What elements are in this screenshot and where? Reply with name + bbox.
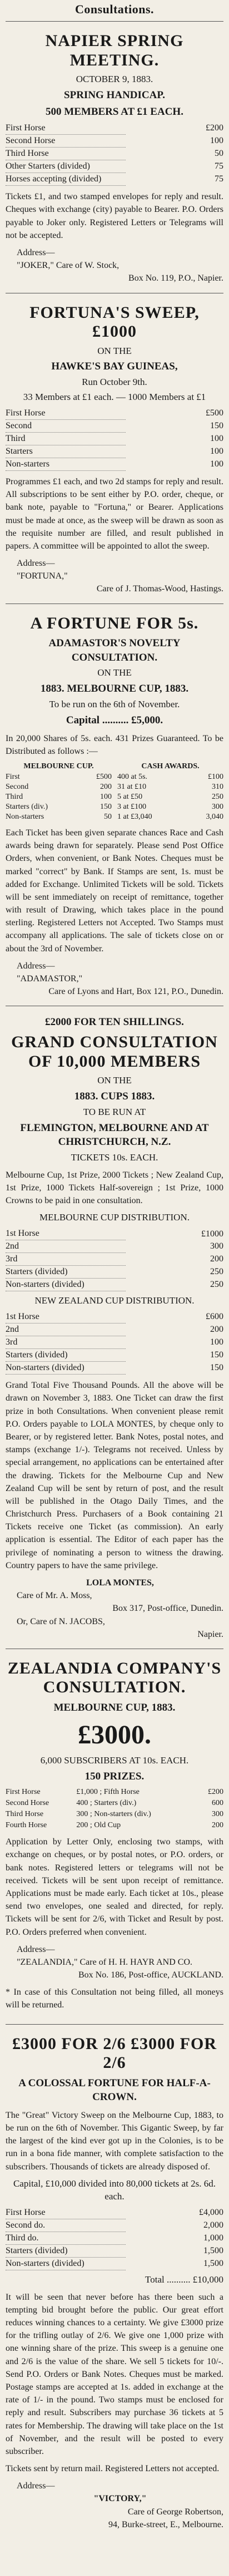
prize-row: Second Horse 400 ; Starters (div.) 600 [6,1799,223,1808]
prize-row: Starters (divided) 1,500 [6,2244,223,2257]
advertisement-zealandia [6,1649,223,2024]
ad-race: SPRING HANDICAP. [64,89,165,101]
ad-body: Tickets sent by return mail. Registered Letters not accepted. [6,2464,220,2474]
prize-row: 2nd 300 [6,1240,223,1253]
ad-venue: FLEMINGTON, MELBOURNE AND AT CHRISTCHURCH, N.Z. [20,1122,209,1148]
prize-row: First Horse £500 [6,407,223,420]
prize-row: Second 200 [6,782,112,791]
ad-members: 500 MEMBERS AT £1 EACH. [46,105,183,118]
prize-row: Second Horse 100 [6,135,223,148]
ad-subtitle: A COLOSSAL FORTUNE FOR HALF-A-CROWN. [18,2077,211,2103]
ad-on-the: ON THE [97,345,132,356]
prize-row: Non-starters (divided) 150 [6,1362,223,1375]
prize-row: 400 at 5s. £100 [117,772,223,781]
ad-members: In 20,000 Shares of 5s. each. 431 Prizes Guaranteed. To be Distributed as follows :— [6,733,223,756]
ad-date: Run October 9th. [82,377,147,388]
ad-race: HAWKE'S BAY GUINEAS, [51,361,178,373]
ad-section-title: NEW ZEALAND CUP DISTRIBUTION. [34,1295,195,1306]
prize-table [6,2207,223,2270]
ad-address: Address— "VICTORY," Care of George Robertson, 94, Burke-street, E., Melbourne. [17,2481,223,2529]
prize-row: Non-starters (divided) 1,500 [6,2257,223,2270]
ad-body: Grand Total Five Thousand Pounds. All the above will be drawn on November 3, 1883. One Ticket can draw the first prize in both Consultations. When convenient please remit P.O. Orders payable to LOLA MONTES, by cheque only to Bearer, or by registered letter. Bank Notes, postal notes, and stamps (exchange 1/-). Telegrams not received. Unless by special arrangement, no applications can be entertained after the drawing. Tickets for the Melbourne Cup and New Zealand Cup will be sent by return of post, and the result will be published in the Otago Daily Times, and the Christchurch Press. Purchasers of a Book containing 21 Tickets receive one Ticket (as commission). An early application is essential. The Editor of each paper has the privilege of nominating a person to witness the drawing. Country papers to have the same privilege. [6,1381,223,1570]
prize-row: Third Horse 300 ; Non-starters (div.) 300 [6,1810,223,1819]
ad-body: Tickets £1, and two stamped envelopes for reply and result. Cheques with exchange (city) payable to Bearer. P.O. Orders payable to Joker only. Registered Letters or Telegrams will not be accepted. [6,192,223,240]
ad-title: ZEALANDIA COMPANY'S CONSULTATION. [7,1659,222,1697]
prize-row: Third Horse 50 [6,148,223,160]
prize-table [6,1311,223,1375]
ad-title: £3000 FOR 2/6 £3000 FOR 2/6 [12,2034,217,2072]
newspaper-column [0,2,229,2576]
ad-headline: £2000 FOR TEN SHILLINGS. [45,1016,184,1028]
prize-row: First Horse £1,000 ; Fifth Horse £200 [6,1788,223,1797]
prize-table [6,1228,223,1291]
prize-row: Third do. 1,000 [6,2232,223,2244]
prize-row: 3rd 100 [6,1336,223,1349]
ad-to-be-run: TO BE RUN AT [83,1106,146,1117]
ad-body: Each Ticket has been given separate chances Race and Cash awards being drawn for separately. Please send Post Office Orders, when convenient, or Bank Notes. Cheques must be marked "correct" by Bank. If Stamps are sent, 1s. must be added for Exchange. Unlimited Tickets will be sold. Tickets will be sent immediately on receipt of remittance, together with result of Drawing, which takes place in the pound sterling. Registered Letters not Accepted. Two Stamps must accompany all applications. The sale of tickets close on or about the 3rd of November. [6,828,223,954]
ad-amount: £3000. [78,1720,151,1750]
prize-row: Third 100 [6,792,112,801]
ad-note: * In case of this Consultation not being filled, all moneys will be returned. [6,1987,223,2010]
prize-row: 2nd 200 [6,1324,223,1336]
prize-column-cup: MELBOURNE CUP. First £500 Second 200 Third 100 Starters (div.) 150 Non-starters 50 [6,762,112,821]
prize-row: Horses accepting (divided) 75 [6,173,223,186]
ad-capital: Capital, £10,000 divided into 80,000 tickets at 2s. 6d. each. [13,2178,216,2202]
prize-row: Fourth Horse 200 ; Old Cup 200 [6,1821,223,1830]
ad-subtitle: ADAMASTOR'S NOVELTY CONSULTATION. [48,637,181,663]
ad-title: A FORTUNE FOR 5s. [30,613,199,632]
prize-column-cash: CASH AWARDS. 400 at 5s. £100 31 at £10 310 5 at £50 250 3 at £100 300 1 at £3,040 3,040 [117,762,223,821]
prize-columns [6,762,223,822]
prize-row: Second do. 2,000 [6,2219,223,2232]
prize-row: Non-starters 100 [6,458,223,470]
ad-tickets: TICKETS 10s. EACH. [71,1152,158,1163]
advertisement-grand-consultation [6,1006,223,1649]
ad-address: Address— "ZEALANDIA," Care of H. H. HAYR AND CO. Box No. 186, Post-office, AUCKLAND. [17,1944,223,1980]
ad-capital: Capital .......... £5,000. [66,714,163,726]
prize-row: Non-starters 50 [6,812,112,821]
ad-body: Programmes £1 each, and two 2d stamps for reply and result. All subscriptions to be sent either by P.O. order, cheque, or bank note, payable to "Fortuna," or Bearer. Applications must be made at once, as the sweep will be drawn as soon as the requisite number are filled, and result published in papers. A committee will be appointed to allot the sweep. [6,476,223,551]
prize-table [6,1787,223,1831]
ad-total: Total .......... £10,000 [145,2274,223,2285]
ad-prize-count: 150 PRIZES. [84,1770,145,1782]
ad-body: Melbourne Cup, 1st Prize, 2000 Tickets ; New Zealand Cup, 1st Prize, 1000 Tickets Half-sovereign ; 1st Prize, 1000 Crowns to be paid in one consultation. [6,1170,223,1206]
prize-row: Other Starters (divided) 75 [6,160,223,173]
prize-row: Non-starters (divided) 250 [6,1279,223,1291]
advertisement-napier [6,21,223,293]
page-title: Consultations. [74,2,155,16]
advertisement-fortuna [6,293,223,604]
ad-date: OCTOBER 9, 1883. [76,74,153,84]
ad-on-the: ON THE [97,1075,132,1086]
ad-on-the: ON THE [97,667,132,678]
prize-row: First £500 [6,772,112,781]
prize-row: First Horse £200 [6,122,223,135]
ad-title: FORTUNA'S SWEEP, £1000 [29,303,200,341]
ad-members: 6,000 SUBSCRIBERS AT 10s. EACH. [40,1754,189,1766]
ad-body: The "Great" Victory Sweep on the Melbourne Cup, 1883, to be run on the 6th of November. This Gigantic Sweep, by far the largest of the kind ever got up in the Colonies, is to be run in a bona fide manner, with complete satisfaction to the subscribers. Thousands of tickets are already disposed of. [6,2110,223,2172]
ad-body: Application by Letter Only, enclosing two stamps, with exchange on cheques, or by postal notes, or P.O. orders, or bank notes. Registered letters or telegrams will not be received. Tickets will be sent upon receipt of remittance. Applications must be made early. Each ticket at 10s., please send two envelopes, one sealed and directed, for reply. Tickets will be sent for 2/6, with Ticket and Result by post. P.O. Orders preferred when convenient. [6,1837,223,1937]
ad-address: LOLA MONTES, Care of Mr. A. Moss, Box 317, Post-office, Dunedin. Or, Care of N. JACOBS, Napier. [17,1578,223,1639]
prize-row: 1st Horse £600 [6,1311,223,1324]
advertisement-adamastor [6,604,223,1006]
ad-body: It will be seen that never before has there been such a tempting bid brought before the public. Our great effort reduces winning chances to a certainty. We give £3000 prize for the trifling outlay of 2/6. We give one 1,000 prize with one winning share of the prize. This sweep is a genuine one and 2/6 is the value of the share. We sell 5 tickets for 10/-. Send P.O. Orders or Bank Notes. Cheques must be marked. Postage stamps are accepted at 1s. added in exchange at the rate of 1/- in the pound. Two stamps must be enclosed for reply and result. Subscribers may purchase 36 tickets at 5 rates for Membership. The drawing will take place on the 1st of November, and the result will be posted to every subscriber. [6,2292,223,2456]
prize-table [6,122,223,186]
ad-address: Address— "ADAMASTOR," Care of Lyons and Hart, Box 121, P.O., Dunedin. [17,961,223,997]
prize-row: Third 100 [6,432,223,445]
prize-row: First Horse £4,000 [6,2207,223,2219]
ad-title: GRAND CONSULTATION OF 10,000 MEMBERS [11,1033,218,1071]
prize-row: 1 at £3,040 3,040 [117,812,223,821]
ad-title: NAPIER SPRING MEETING. [45,32,184,69]
ad-date: To be run on the 6th of November. [49,699,180,710]
ad-address: Address— "FORTUNA," Care of J. Thomas-Wood, Hastings. [17,559,223,594]
prize-row: Second 150 [6,419,223,432]
prize-row: 3rd 200 [6,1253,223,1266]
prize-row: 1st Horse £1000 [6,1228,223,1240]
prize-row: Starters (divided) 150 [6,1349,223,1362]
prize-row: 5 at £50 250 [117,792,223,801]
ad-members: 33 Members at £1 each. — 1000 Members at £1 [23,392,206,403]
prize-table [6,407,223,471]
prize-row: 31 at £10 310 [117,782,223,791]
advertisement-victory-sweep [6,2024,223,2539]
ad-address: Address— "JOKER," Care of W. Stock, Box No. 119, P.O., Napier. [17,247,223,283]
prize-row: Starters 100 [6,445,223,458]
prize-row: Starters (divided) 250 [6,1266,223,1279]
ad-race: 1883. MELBOURNE CUP, 1883. [40,683,189,695]
ad-race: MELBOURNE CUP, 1883. [53,1701,176,1713]
ad-section-title: MELBOURNE CUP DISTRIBUTION. [39,1212,190,1223]
ad-race: 1883. CUPS 1883. [74,1091,155,1102]
prize-row: 3 at £100 300 [117,802,223,811]
prize-row: Starters (div.) 150 [6,802,112,811]
